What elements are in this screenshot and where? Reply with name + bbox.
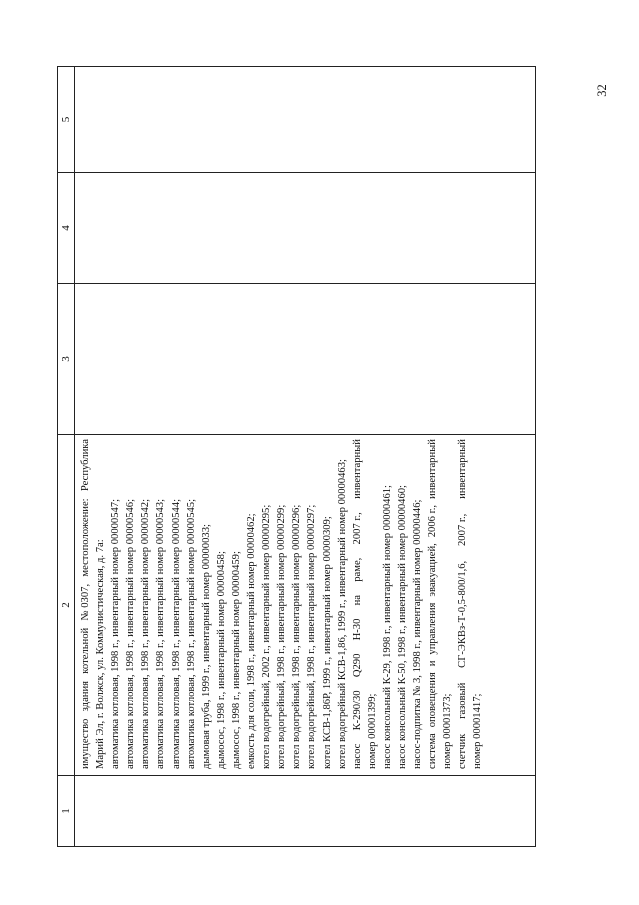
list-word: котельной bbox=[80, 627, 91, 674]
list-line: дымовая труба, 1999 г., инвентарный номер 00000033; bbox=[200, 524, 212, 769]
list-line: насос консольный К-29, 1998 г., инвентарный номер 00000461; bbox=[381, 484, 393, 769]
table-row bbox=[75, 67, 536, 847]
list-line: котел водогрейный КСВ-1,86, 1999 г., инвентарный номер 00000463; bbox=[336, 459, 348, 769]
list-line: емкость для соли, 1998 г., инвентарный номер 00000462; bbox=[246, 513, 258, 769]
list-word: 2007 г., bbox=[351, 512, 363, 545]
list-line: автоматика котловая, 1998 г., инвентарный номер 00000542; bbox=[140, 498, 152, 769]
header-row bbox=[58, 67, 75, 847]
list-line: автоматика котловая, 1998 г., инвентарный номер 00000545; bbox=[185, 498, 197, 769]
header-col-1: 1 bbox=[58, 776, 75, 847]
list-line: Марий Эл, г. Волжск, ул. Коммунистическая, д. 7а: bbox=[95, 539, 107, 769]
list-word: оповещения bbox=[427, 672, 439, 728]
list-line: номер 00001417; bbox=[472, 693, 484, 769]
list-word: 2006 г., bbox=[427, 504, 439, 538]
list-word: № 0307, bbox=[80, 583, 91, 621]
list-line: дымосос, 1998 г., инвентарный номер 00000459; bbox=[230, 551, 242, 769]
list-word: Республика bbox=[80, 439, 91, 492]
cell-col-2 bbox=[75, 435, 536, 776]
list-line: котел водогрейный, 1998 г., инвентарный номер 00000296; bbox=[291, 504, 303, 769]
list-line: автоматика котловая, 1998 г., инвентарный номер 00000547; bbox=[110, 498, 122, 769]
list-line bbox=[425, 439, 440, 769]
list-line bbox=[455, 439, 470, 769]
list-word: местоположение: bbox=[80, 498, 91, 577]
list-word: газовый bbox=[457, 682, 469, 719]
list-line: котел водогрейный, 1998 г., инвентарный номер 00000299; bbox=[276, 504, 288, 769]
list-line: насос консольный К-50, 1998 г., инвентарный номер 00000460; bbox=[396, 484, 408, 769]
list-line: насос-подпитка № 3, 1998 г., инвентарный номер 00000446; bbox=[412, 499, 424, 769]
list-word: на bbox=[351, 594, 363, 606]
property-table bbox=[57, 66, 536, 847]
list-line: номер 00001399; bbox=[366, 693, 378, 769]
list-word: Н-30 bbox=[351, 618, 363, 641]
property-list bbox=[75, 435, 486, 775]
cell-col-3 bbox=[75, 284, 536, 435]
list-line: автоматика котловая, 1998 г., инвентарный номер 00000543; bbox=[155, 498, 167, 769]
list-line bbox=[78, 439, 93, 769]
rotated-sheet bbox=[57, 72, 547, 847]
list-line: котел водогрейный, 2002 г., инвентарный номер 00000295; bbox=[261, 504, 273, 769]
list-word: инвентарный bbox=[427, 439, 439, 499]
header-col-5: 5 bbox=[58, 67, 75, 173]
list-word: управления bbox=[427, 602, 439, 655]
list-line: номер 00001373; bbox=[442, 693, 454, 769]
list-line: автоматика котловая, 1998 г., инвентарный номер 00000546; bbox=[125, 498, 137, 769]
list-word: здания bbox=[80, 681, 91, 712]
header-col-3: 3 bbox=[58, 284, 75, 435]
list-line: котел водогрейный, 1998 г., инвентарный номер 00000297; bbox=[306, 504, 318, 769]
list-line: автоматика котловая, 1998 г., инвентарный номер 00000544; bbox=[170, 498, 182, 769]
cell-col-4 bbox=[75, 173, 536, 284]
list-word: счетчик bbox=[457, 733, 469, 769]
list-line: дымосос, 1998 г., инвентарный номер 00000458; bbox=[215, 551, 227, 769]
list-word: Q290 bbox=[351, 653, 363, 678]
list-word: система bbox=[427, 733, 439, 769]
list-word: инвентарный bbox=[351, 439, 363, 499]
list-line bbox=[350, 439, 365, 769]
cell-col-1 bbox=[75, 776, 536, 847]
list-word: К-290/30 bbox=[351, 690, 363, 731]
list-word: имущество bbox=[80, 718, 91, 769]
page-number: 32 bbox=[594, 84, 609, 97]
list-word: СГ-ЭКВз-Т-0,5-800/1,6, bbox=[457, 560, 469, 668]
header-col-2: 2 bbox=[58, 435, 75, 776]
cell-col-5 bbox=[75, 67, 536, 173]
list-word: насос bbox=[351, 743, 363, 769]
list-word: и bbox=[427, 660, 439, 667]
header-col-4: 4 bbox=[58, 173, 75, 284]
list-word: инвентарный bbox=[457, 439, 469, 499]
list-word: 2007 г., bbox=[457, 513, 469, 546]
list-word: эвакуацией, bbox=[427, 543, 439, 597]
list-line: котел КСВ-1,86Р, 1999 г., инвентарный номер 00000309; bbox=[321, 516, 333, 769]
list-word: раме, bbox=[351, 557, 363, 582]
